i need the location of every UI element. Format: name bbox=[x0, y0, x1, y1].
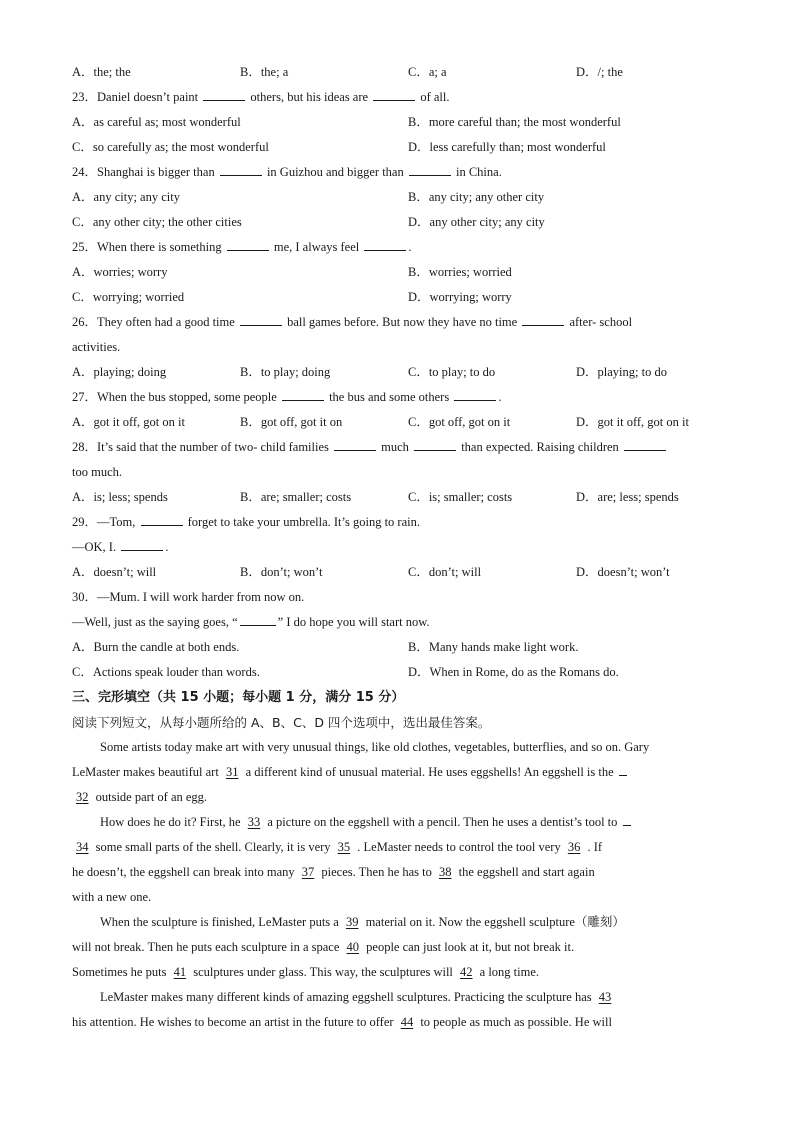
q26-text-2: ball games before. But now they have no time bbox=[283, 315, 521, 329]
answer-blank[interactable] bbox=[282, 388, 324, 401]
q23-options-row2 bbox=[72, 135, 722, 160]
passage-p3-line1 bbox=[72, 910, 722, 935]
blank-34[interactable]: 34 bbox=[76, 840, 89, 854]
passage-text: a long time. bbox=[476, 965, 540, 979]
q25-text-1: 25．When there is something bbox=[72, 240, 225, 254]
q26-option-d[interactable]: D．playing; to do bbox=[576, 365, 667, 379]
q26-stem bbox=[72, 310, 722, 335]
q30-option-d[interactable]: D．When in Rome, do as the Romans do. bbox=[408, 665, 619, 679]
q29-text-1: 29．—Tom, bbox=[72, 515, 139, 529]
q29-text-2: forget to take your umbrella. It’s going to rain. bbox=[184, 515, 420, 529]
q26-text-3: after- school bbox=[566, 315, 633, 329]
q29-option-b[interactable]: B．don’t; won’t bbox=[240, 565, 323, 579]
blank-33[interactable]: 33 bbox=[247, 815, 261, 829]
q24-option-c[interactable]: C．any other city; the other cities bbox=[72, 215, 242, 229]
blank-41[interactable]: 41 bbox=[173, 965, 187, 979]
answer-blank[interactable] bbox=[414, 438, 456, 451]
answer-blank[interactable] bbox=[121, 538, 163, 551]
q29-reply bbox=[72, 535, 722, 560]
q22-option-c[interactable]: C．a; a bbox=[408, 65, 447, 79]
q23-text-3: of all. bbox=[417, 90, 450, 104]
q28-option-a[interactable]: A．is; less; spends bbox=[72, 490, 168, 504]
section-title: 三、完形填空（共 15 小题；每小题 1 分，满分 15 分） bbox=[72, 690, 405, 705]
q30-options-row1 bbox=[72, 635, 722, 660]
passage-text: his attention. He wishes to become an artist in the future to offer bbox=[72, 1015, 397, 1029]
q29-option-d[interactable]: D．doesn’t; won’t bbox=[576, 565, 670, 579]
answer-blank[interactable] bbox=[203, 88, 245, 101]
q30-options-row2 bbox=[72, 660, 722, 685]
q23-option-d[interactable]: D．less carefully than; most wonderful bbox=[408, 140, 606, 154]
blank-38[interactable]: 38 bbox=[439, 865, 452, 879]
exam-page bbox=[72, 60, 722, 1035]
q23-option-b[interactable]: B．more careful than; the most wonderful bbox=[408, 115, 621, 129]
passage-text: . If bbox=[584, 840, 603, 854]
q25-stem bbox=[72, 235, 722, 260]
q23-text-2: others, but his ideas are bbox=[247, 90, 372, 104]
passage-p1-line2 bbox=[72, 760, 722, 785]
answer-blank[interactable] bbox=[240, 313, 282, 326]
q28-text-1: 28．It’s said that the number of two- child families bbox=[72, 440, 333, 454]
passage-text: LeMaster makes beautiful art bbox=[72, 765, 222, 779]
passage-text: When the sculpture is finished, LeMaster puts a bbox=[100, 915, 342, 929]
q29-reply-text-2: . bbox=[165, 540, 169, 554]
answer-blank[interactable] bbox=[624, 438, 666, 451]
passage-p4-line1 bbox=[72, 985, 722, 1010]
q25-options-row2 bbox=[72, 285, 722, 310]
passage-text: . LeMaster needs to control the tool very bbox=[354, 840, 564, 854]
passage-p2-line3 bbox=[72, 860, 722, 885]
blank-36[interactable]: 36 bbox=[567, 840, 581, 854]
answer-blank[interactable] bbox=[364, 238, 406, 251]
passage-text: will not break. Then he puts each sculpture in a space bbox=[72, 940, 343, 954]
answer-blank[interactable] bbox=[454, 388, 496, 401]
q25-option-a[interactable]: A．worries; worry bbox=[72, 265, 168, 279]
passage-p4-line2 bbox=[72, 1010, 722, 1035]
answer-blank[interactable] bbox=[227, 238, 269, 251]
q24-option-d[interactable]: D．any other city; any city bbox=[408, 215, 545, 229]
answer-blank[interactable] bbox=[522, 313, 564, 326]
passage-text: a different kind of unusual material. He uses eggshells! An eggshell is the bbox=[242, 765, 617, 779]
q24-options-row2 bbox=[72, 210, 722, 235]
q25-options-row1 bbox=[72, 260, 722, 285]
q24-text-2: in Guizhou and bigger than bbox=[263, 165, 407, 179]
q27-text-1: 27．When the bus stopped, some people bbox=[72, 390, 280, 404]
passage-text: How does he do it? First, he bbox=[100, 815, 244, 829]
q28-options bbox=[72, 485, 722, 510]
passage-p2-line2 bbox=[72, 835, 722, 860]
section-instruction: 阅读下列短文，从每小题所给的 A、B、C、D 四个选项中，选出最佳答案。 bbox=[72, 715, 491, 730]
q30-option-c[interactable]: C．Actions speak louder than words. bbox=[72, 665, 260, 679]
q30-option-a[interactable]: A．Burn the candle at both ends. bbox=[72, 640, 240, 654]
q29-option-a[interactable]: A．doesn’t; will bbox=[72, 565, 157, 579]
q24-text-3: in China. bbox=[452, 165, 502, 179]
q26-option-a[interactable]: A．playing; doing bbox=[72, 365, 167, 379]
passage-text: material on it. Now the eggshell sculpture（雕刻） bbox=[362, 915, 625, 929]
answer-blank[interactable] bbox=[240, 613, 276, 626]
q23-option-a[interactable]: A．as careful as; most wonderful bbox=[72, 115, 241, 129]
passage-text: outside part of an egg. bbox=[92, 790, 208, 804]
q22-option-b[interactable]: B．the; a bbox=[240, 65, 289, 79]
q27-options bbox=[72, 410, 722, 435]
passage-text: LeMaster makes many different kinds of amazing eggshell sculptures. Practicing the sculpture has bbox=[100, 990, 595, 1004]
q26-options bbox=[72, 360, 722, 385]
q24-option-b[interactable]: B．any city; any other city bbox=[408, 190, 545, 204]
q24-options-row1 bbox=[72, 185, 722, 210]
q27-stem bbox=[72, 385, 722, 410]
passage-text: people can just look at it, but not break it. bbox=[363, 940, 575, 954]
q30-stem: 30．—Mum. I will work harder from now on. bbox=[72, 590, 305, 604]
blank-43[interactable]: 43 bbox=[598, 990, 612, 1004]
blank-31[interactable]: 31 bbox=[225, 765, 239, 779]
q27-text-3: . bbox=[498, 390, 502, 404]
passage-p1-line3 bbox=[72, 785, 722, 810]
q22-options bbox=[72, 60, 722, 85]
q26-option-c[interactable]: C．to play; to do bbox=[408, 365, 496, 379]
q25-text-3: . bbox=[408, 240, 412, 254]
blank-35[interactable]: 35 bbox=[337, 840, 351, 854]
answer-blank[interactable] bbox=[619, 763, 627, 776]
q22-option-a[interactable]: A．the; the bbox=[72, 65, 131, 79]
answer-blank[interactable] bbox=[409, 163, 451, 176]
q29-reply-text-1: —OK, I. bbox=[72, 540, 120, 554]
q23-options-row1 bbox=[72, 110, 722, 135]
q28-text-3: than expected. Raising children bbox=[458, 440, 622, 454]
q27-option-c[interactable]: C．got off, got on it bbox=[408, 415, 511, 429]
q25-text-2: me, I always feel bbox=[270, 240, 363, 254]
q28-option-c[interactable]: C．is; smaller; costs bbox=[408, 490, 513, 504]
passage-text: a picture on the eggshell with a pencil. Then he uses a dentist’s tool to bbox=[264, 815, 621, 829]
q25-option-c[interactable]: C．worrying; worried bbox=[72, 290, 185, 304]
blank-42[interactable]: 42 bbox=[460, 965, 473, 979]
q27-option-b[interactable]: B．got off, got it on bbox=[240, 415, 343, 429]
passage-text: Sometimes he puts bbox=[72, 965, 170, 979]
q28-stem bbox=[72, 435, 722, 460]
q23-text-1: 23．Daniel doesn’t paint bbox=[72, 90, 202, 104]
q26-text-1: 26．They often had a good time bbox=[72, 315, 238, 329]
blank-40[interactable]: 40 bbox=[346, 940, 360, 954]
answer-blank[interactable] bbox=[623, 813, 631, 826]
q28-option-d[interactable]: D．are; less; spends bbox=[576, 490, 679, 504]
answer-blank[interactable] bbox=[141, 513, 183, 526]
passage-text: he doesn’t, the eggshell can break into many bbox=[72, 865, 298, 879]
q29-option-c[interactable]: C．don’t; will bbox=[408, 565, 482, 579]
q29-stem bbox=[72, 510, 722, 535]
q22-option-d[interactable]: D．/; the bbox=[576, 65, 623, 79]
passage-p2-line1 bbox=[72, 810, 722, 835]
blank-39[interactable]: 39 bbox=[345, 915, 359, 929]
q30-stem-line2 bbox=[72, 610, 722, 635]
q26-option-b[interactable]: B．to play; doing bbox=[240, 365, 331, 379]
passage-text: the eggshell and start again bbox=[455, 865, 595, 879]
q24-stem bbox=[72, 160, 722, 185]
q25-option-d[interactable]: D．worrying; worry bbox=[408, 290, 512, 304]
q27-option-d[interactable]: D．got it off, got on it bbox=[576, 415, 689, 429]
q28-text-2: much bbox=[378, 440, 413, 454]
passage-text: to people as much as possible. He will bbox=[417, 1015, 612, 1029]
q27-text-2: the bus and some others bbox=[325, 390, 453, 404]
q25-option-b[interactable]: B．worries; worried bbox=[408, 265, 512, 279]
q30-text-2: ” I do hope you will start now. bbox=[277, 615, 430, 629]
q23-stem bbox=[72, 85, 722, 110]
q27-option-a[interactable]: A．got it off, got on it bbox=[72, 415, 185, 429]
q28-stem-cont: too much. bbox=[72, 465, 122, 479]
blank-37[interactable]: 37 bbox=[301, 865, 315, 879]
q24-option-a[interactable]: A．any city; any city bbox=[72, 190, 180, 204]
passage-text: pieces. Then he has to bbox=[318, 865, 435, 879]
passage-text: sculptures under glass. This way, the sculptures will bbox=[190, 965, 457, 979]
q26-stem-cont: activities. bbox=[72, 340, 121, 354]
answer-blank[interactable] bbox=[334, 438, 376, 451]
blank-44[interactable]: 44 bbox=[400, 1015, 414, 1029]
passage-p3-line3 bbox=[72, 960, 722, 985]
answer-blank[interactable] bbox=[373, 88, 415, 101]
answer-blank[interactable] bbox=[220, 163, 262, 176]
passage-p1-line1: Some artists today make art with very unusual things, like old clothes, vegetables, butterflies, and so on. Gary bbox=[100, 740, 650, 754]
passage-p3-line2 bbox=[72, 935, 722, 960]
q30-text-1: —Well, just as the saying goes, “ bbox=[72, 615, 238, 629]
q24-text-1: 24．Shanghai is bigger than bbox=[72, 165, 218, 179]
passage-p2-line4: with a new one. bbox=[72, 890, 152, 904]
q29-options bbox=[72, 560, 722, 585]
q30-option-b[interactable]: B．Many hands make light work. bbox=[408, 640, 579, 654]
passage-text: some small parts of the shell. Clearly, it is very bbox=[92, 840, 334, 854]
q23-option-c[interactable]: C．so carefully as; the most wonderful bbox=[72, 140, 269, 154]
q28-option-b[interactable]: B．are; smaller; costs bbox=[240, 490, 352, 504]
blank-32[interactable]: 32 bbox=[76, 790, 89, 804]
